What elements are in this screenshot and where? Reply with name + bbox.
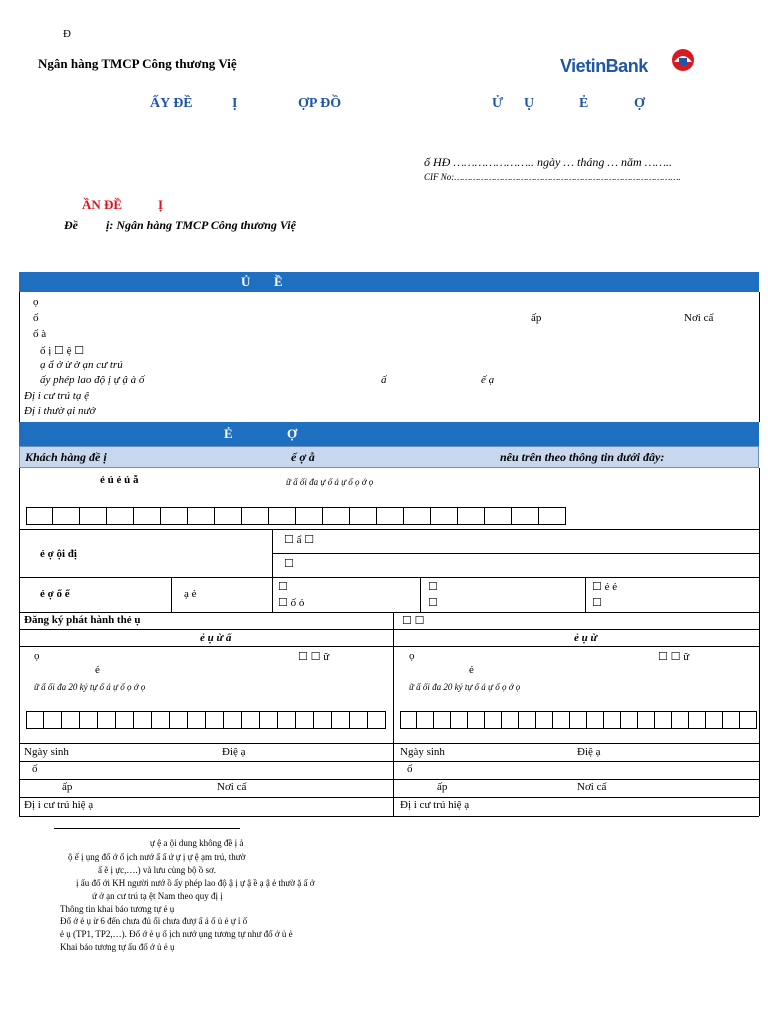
logo-text: VietinBank: [560, 56, 648, 76]
card-class-option-5[interactable]: ☐ ẻ ẻ: [592, 581, 618, 593]
title-part-2: Ị: [232, 96, 238, 111]
footnote-separator: [54, 828, 240, 829]
sub-card-2-place-label: Nơi cấ: [577, 781, 607, 793]
card-type-domestic-label: ẻ ợ ội đị: [40, 548, 77, 560]
section-customer-info-bar: [19, 272, 759, 292]
card-subheader-left: Khách hàng đề ị: [25, 450, 107, 464]
cust-line-6: ấy phép lao độ ị ự ậ à ố: [40, 374, 145, 386]
cust-line-6-col3: ế ạ: [481, 374, 495, 386]
sub-card-1-char-boxes[interactable]: [26, 711, 386, 729]
title-part-3: ỢP ĐỒ: [298, 96, 342, 111]
card-type-intl-label: ẻ ợ ố ế: [40, 588, 70, 600]
cust-line-3: ố à: [33, 328, 47, 340]
applicant-heading: ẦN ĐỀ: [82, 197, 123, 212]
section2-bar-right: Ợ: [287, 426, 298, 441]
sub-card-2-title: ẻ ụ ừ: [574, 632, 598, 644]
cif-number: CIF No:………………………………………………………………………….: [424, 172, 681, 182]
section-card-info-bar: [19, 422, 759, 446]
section1-bar-right: Ề: [274, 274, 283, 289]
sub-card-2-gender[interactable]: ☐ ☐ ữ: [658, 651, 690, 663]
applicant-heading-2: Ị: [158, 197, 164, 212]
vietinbank-logo: [560, 44, 700, 84]
section2-bar-left: Ẻ: [224, 426, 233, 441]
sub-card-1-name-label: ọ: [34, 650, 40, 662]
sub-card-2-phone-label: Điệ ạ: [577, 746, 601, 758]
cust-line-5: ạ ẩ ở ừ ờ ạn cư trú: [40, 359, 123, 371]
sub-card-1-gender[interactable]: ☐ ☐ ữ: [298, 651, 330, 663]
sub-card-1-card-label: ẻ: [95, 664, 100, 676]
bank-name: Ngân hàng TMCP Công thương Việ: [38, 56, 237, 71]
card-subheader-right: nêu trên theo thông tin dưới đây:: [500, 450, 665, 464]
card-subheader: [19, 446, 759, 468]
contract-number: ố HĐ ………………….. ngày … tháng … năm ……..: [424, 155, 673, 169]
card-name-char-boxes[interactable]: [26, 507, 566, 525]
cust-issued-date-label: ấp: [531, 312, 542, 324]
sub-card-2-name-label: ọ: [409, 650, 415, 662]
card-class-option-1[interactable]: ☐: [278, 581, 288, 593]
addressee-label: Đề: [64, 218, 78, 232]
footnote-4: ị ẩu đố ới KH người nướ ồ ấy phép lao độ ậ ị ự ậ ề ạ ậ ẻ thườ ặ ấ ở: [76, 878, 315, 888]
title-part-6: Ẻ: [579, 96, 589, 111]
title-part-1: ẤY ĐỀ: [150, 96, 193, 111]
sub-card-1-address-label: Đị i cư trú hiệ ạ: [24, 799, 94, 811]
footnote-1: ự ệ a ội dung không đề ị ả: [150, 838, 244, 848]
sub-card-2-card-label: ẻ: [469, 664, 474, 676]
footnote-6: Thông tin khai báo tương tự ẻ ụ: [60, 904, 175, 914]
card-name-label: ẻ ủ ẻ ủ ẫ: [100, 474, 139, 486]
sub-card-1-title: ẻ ụ ừ ấ: [200, 632, 232, 644]
card-class-option-6[interactable]: ☐: [592, 597, 602, 609]
cust-line-1: ọ: [33, 296, 39, 308]
sub-card-2-id-label: ố: [407, 763, 413, 775]
section1-bar-left: Ủ: [241, 274, 251, 289]
sub-card-2-address-label: Đị i cư trú hiệ ạ: [400, 799, 470, 811]
sub-card-1-issued-label: ấp: [62, 781, 73, 793]
card-domestic-option-1[interactable]: ☐ ẩ ☐: [284, 534, 315, 546]
sub-card-register-label: Đăng ký phát hành thẻ ụ: [24, 614, 141, 626]
card-name-hint: ữ ẩ ối đa ự ố á ự ố ọ ớ ọ: [286, 477, 374, 487]
addressee-value: ị: Ngân hàng TMCP Công thương Việ: [106, 218, 296, 232]
footnote-5: ứ ở ạn cư trú tạ ệt Nam theo quy đị ị: [92, 891, 223, 901]
card-class-option-4[interactable]: ☐: [428, 597, 438, 609]
card-class-option-2[interactable]: ☐ ố ỏ: [278, 597, 305, 609]
footnote-8: ẻ ụ (TP1, TP2,…). Đố ớ ẻ ụ ố ịch nướ ụng tương tự như đố ớ ủ ẻ: [60, 929, 293, 939]
cust-line-6-col2: ấ: [381, 374, 387, 386]
cust-line-2: ố: [33, 312, 39, 324]
sub-card-2-char-boxes[interactable]: [400, 711, 757, 729]
card-domestic-option-2[interactable]: ☐: [284, 558, 294, 570]
footnote-2: ộ ế ị ụng đố ớ ố ịch nướ ẩ ấ ứ ự ị ự ệ ạm trú, thườ: [68, 852, 246, 862]
title-part-4: Ử: [492, 96, 504, 111]
footnote-3: ấ ẽ ị ực,….) và lưu cùng bộ ồ sơ.: [98, 865, 216, 875]
sub-card-2-issued-label: ấp: [437, 781, 448, 793]
corner-mark: Đ: [63, 28, 71, 40]
card-class-option-3[interactable]: ☐: [428, 581, 438, 593]
sub-card-1-id-label: ố: [32, 763, 38, 775]
card-subheader-mid: ế ợ ẫ: [291, 450, 315, 464]
cust-issued-place-label: Nơi cấ: [684, 312, 714, 324]
cust-line-8: Đị i thườ ại nướ: [24, 405, 96, 417]
sub-card-1-hint: ữ ẩ ối đa 20 ký tự ố á ự ố ọ ớ ọ: [34, 682, 146, 692]
sub-card-2-dob-label: Ngày sinh: [400, 746, 445, 758]
sub-card-register-options[interactable]: ☐ ☐: [402, 615, 425, 627]
footnote-7: Đố ớ ẻ ụ ừ 6 đến chưa đủ ổi chưa đượ ấ ả ố ủ ẻ ự ỉ ố: [60, 916, 248, 926]
sub-card-1-place-label: Nơi cấ: [217, 781, 247, 793]
title-part-5: Ụ: [524, 96, 535, 111]
footnote-9: Khai báo tương tự ẩu đố ớ ủ ẻ ụ: [60, 942, 175, 952]
cust-line-7: Đị i cư trú tạ ệ: [24, 390, 89, 402]
card-class-label: ạ ẻ: [184, 588, 197, 600]
title-part-7: Ợ: [634, 96, 645, 111]
sub-card-2-hint: ữ ẩ ối đa 20 ký tự ố á ự ố ọ ớ ọ: [409, 682, 521, 692]
sub-card-1-dob-label: Ngày sinh: [24, 746, 69, 758]
sub-card-1-phone-label: Điệ ạ: [222, 746, 246, 758]
cust-line-4: ố ị ☐ ệ ☐: [40, 345, 85, 357]
